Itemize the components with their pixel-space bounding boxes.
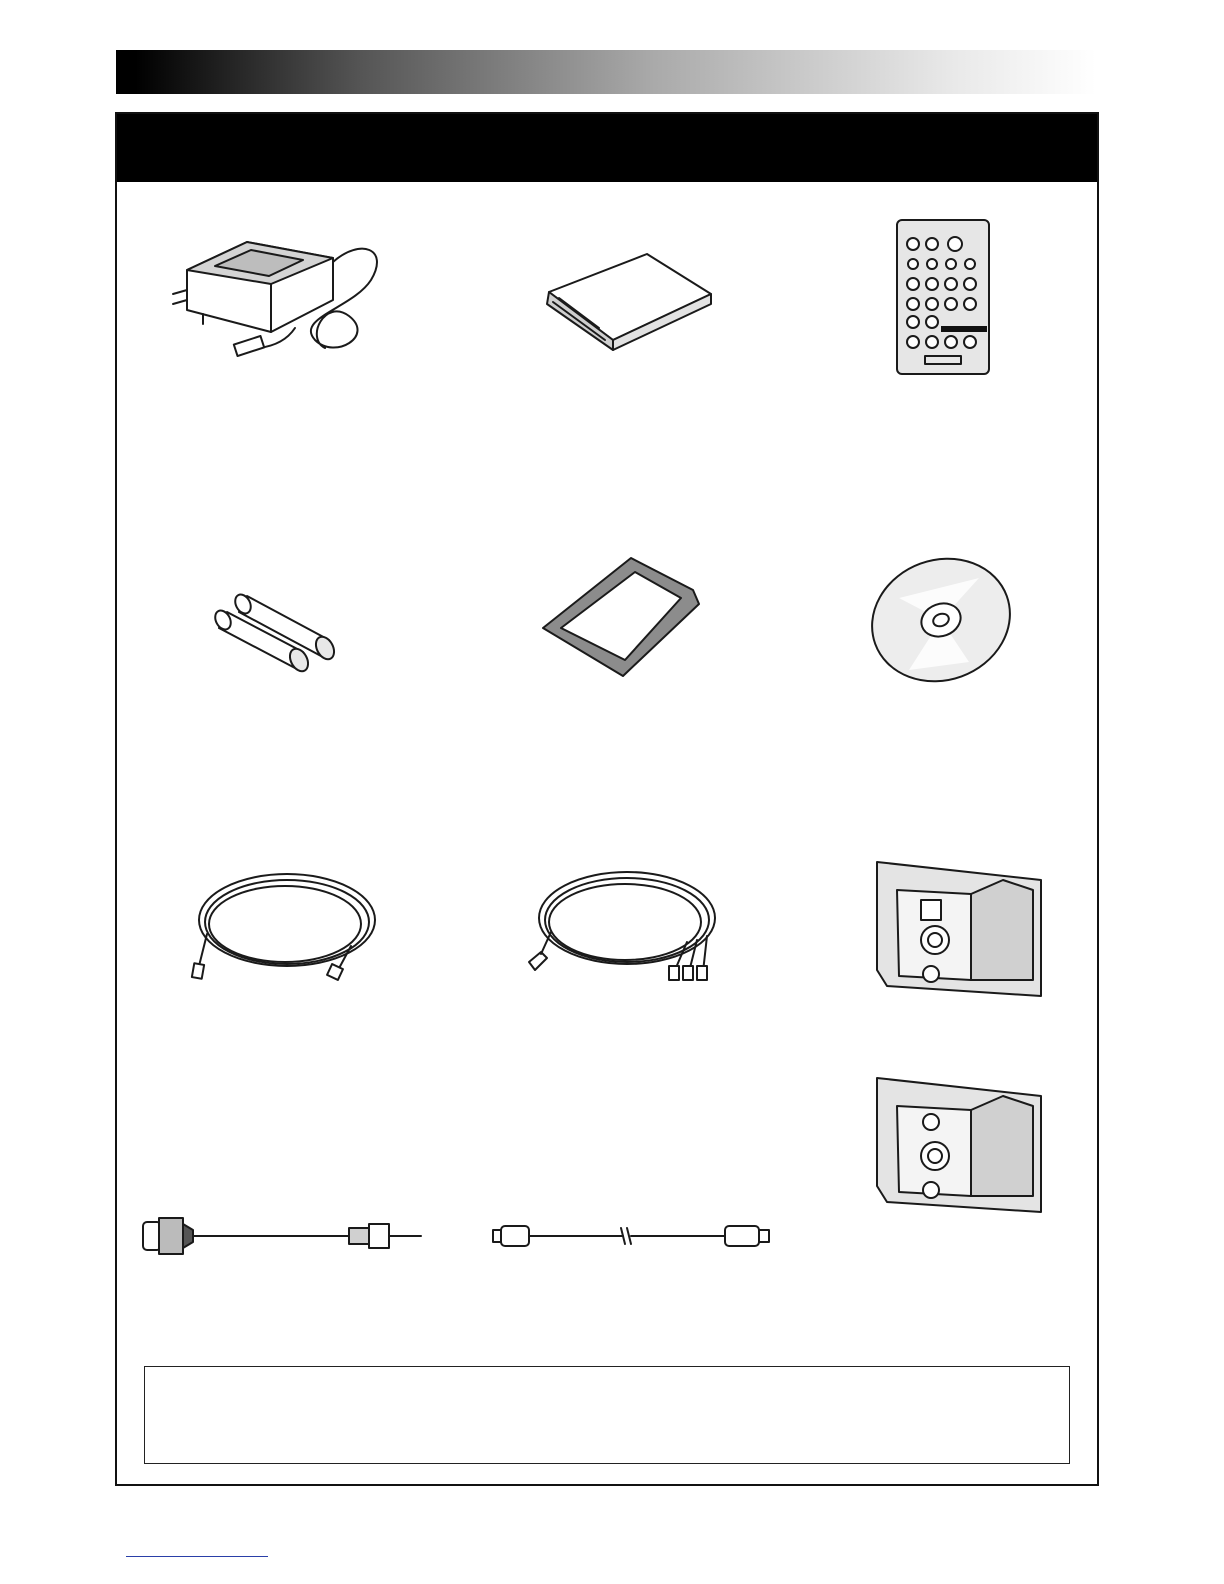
accessories-frame [115, 112, 1099, 1486]
cable-adapter-usb-icon [873, 860, 1043, 998]
note-box [144, 1366, 1070, 1464]
aa-batteries-icon [217, 582, 343, 674]
audio-video-cable-icon [191, 866, 377, 980]
remote-control-icon [895, 218, 991, 376]
title-band [117, 114, 1097, 182]
battery-pack-icon [539, 250, 717, 352]
header-gradient-bar [116, 50, 1096, 94]
multi-plug-av-cable-icon [527, 866, 723, 982]
cable-adapter-av-icon [873, 1076, 1043, 1214]
ac-adapter-icon [175, 228, 397, 368]
page-number-rule [126, 1556, 268, 1557]
pc-connection-cable-icon [141, 1214, 425, 1258]
cd-rom-icon [869, 558, 1011, 682]
memory-card-icon [541, 556, 707, 682]
usb-cable-icon [491, 1218, 773, 1254]
